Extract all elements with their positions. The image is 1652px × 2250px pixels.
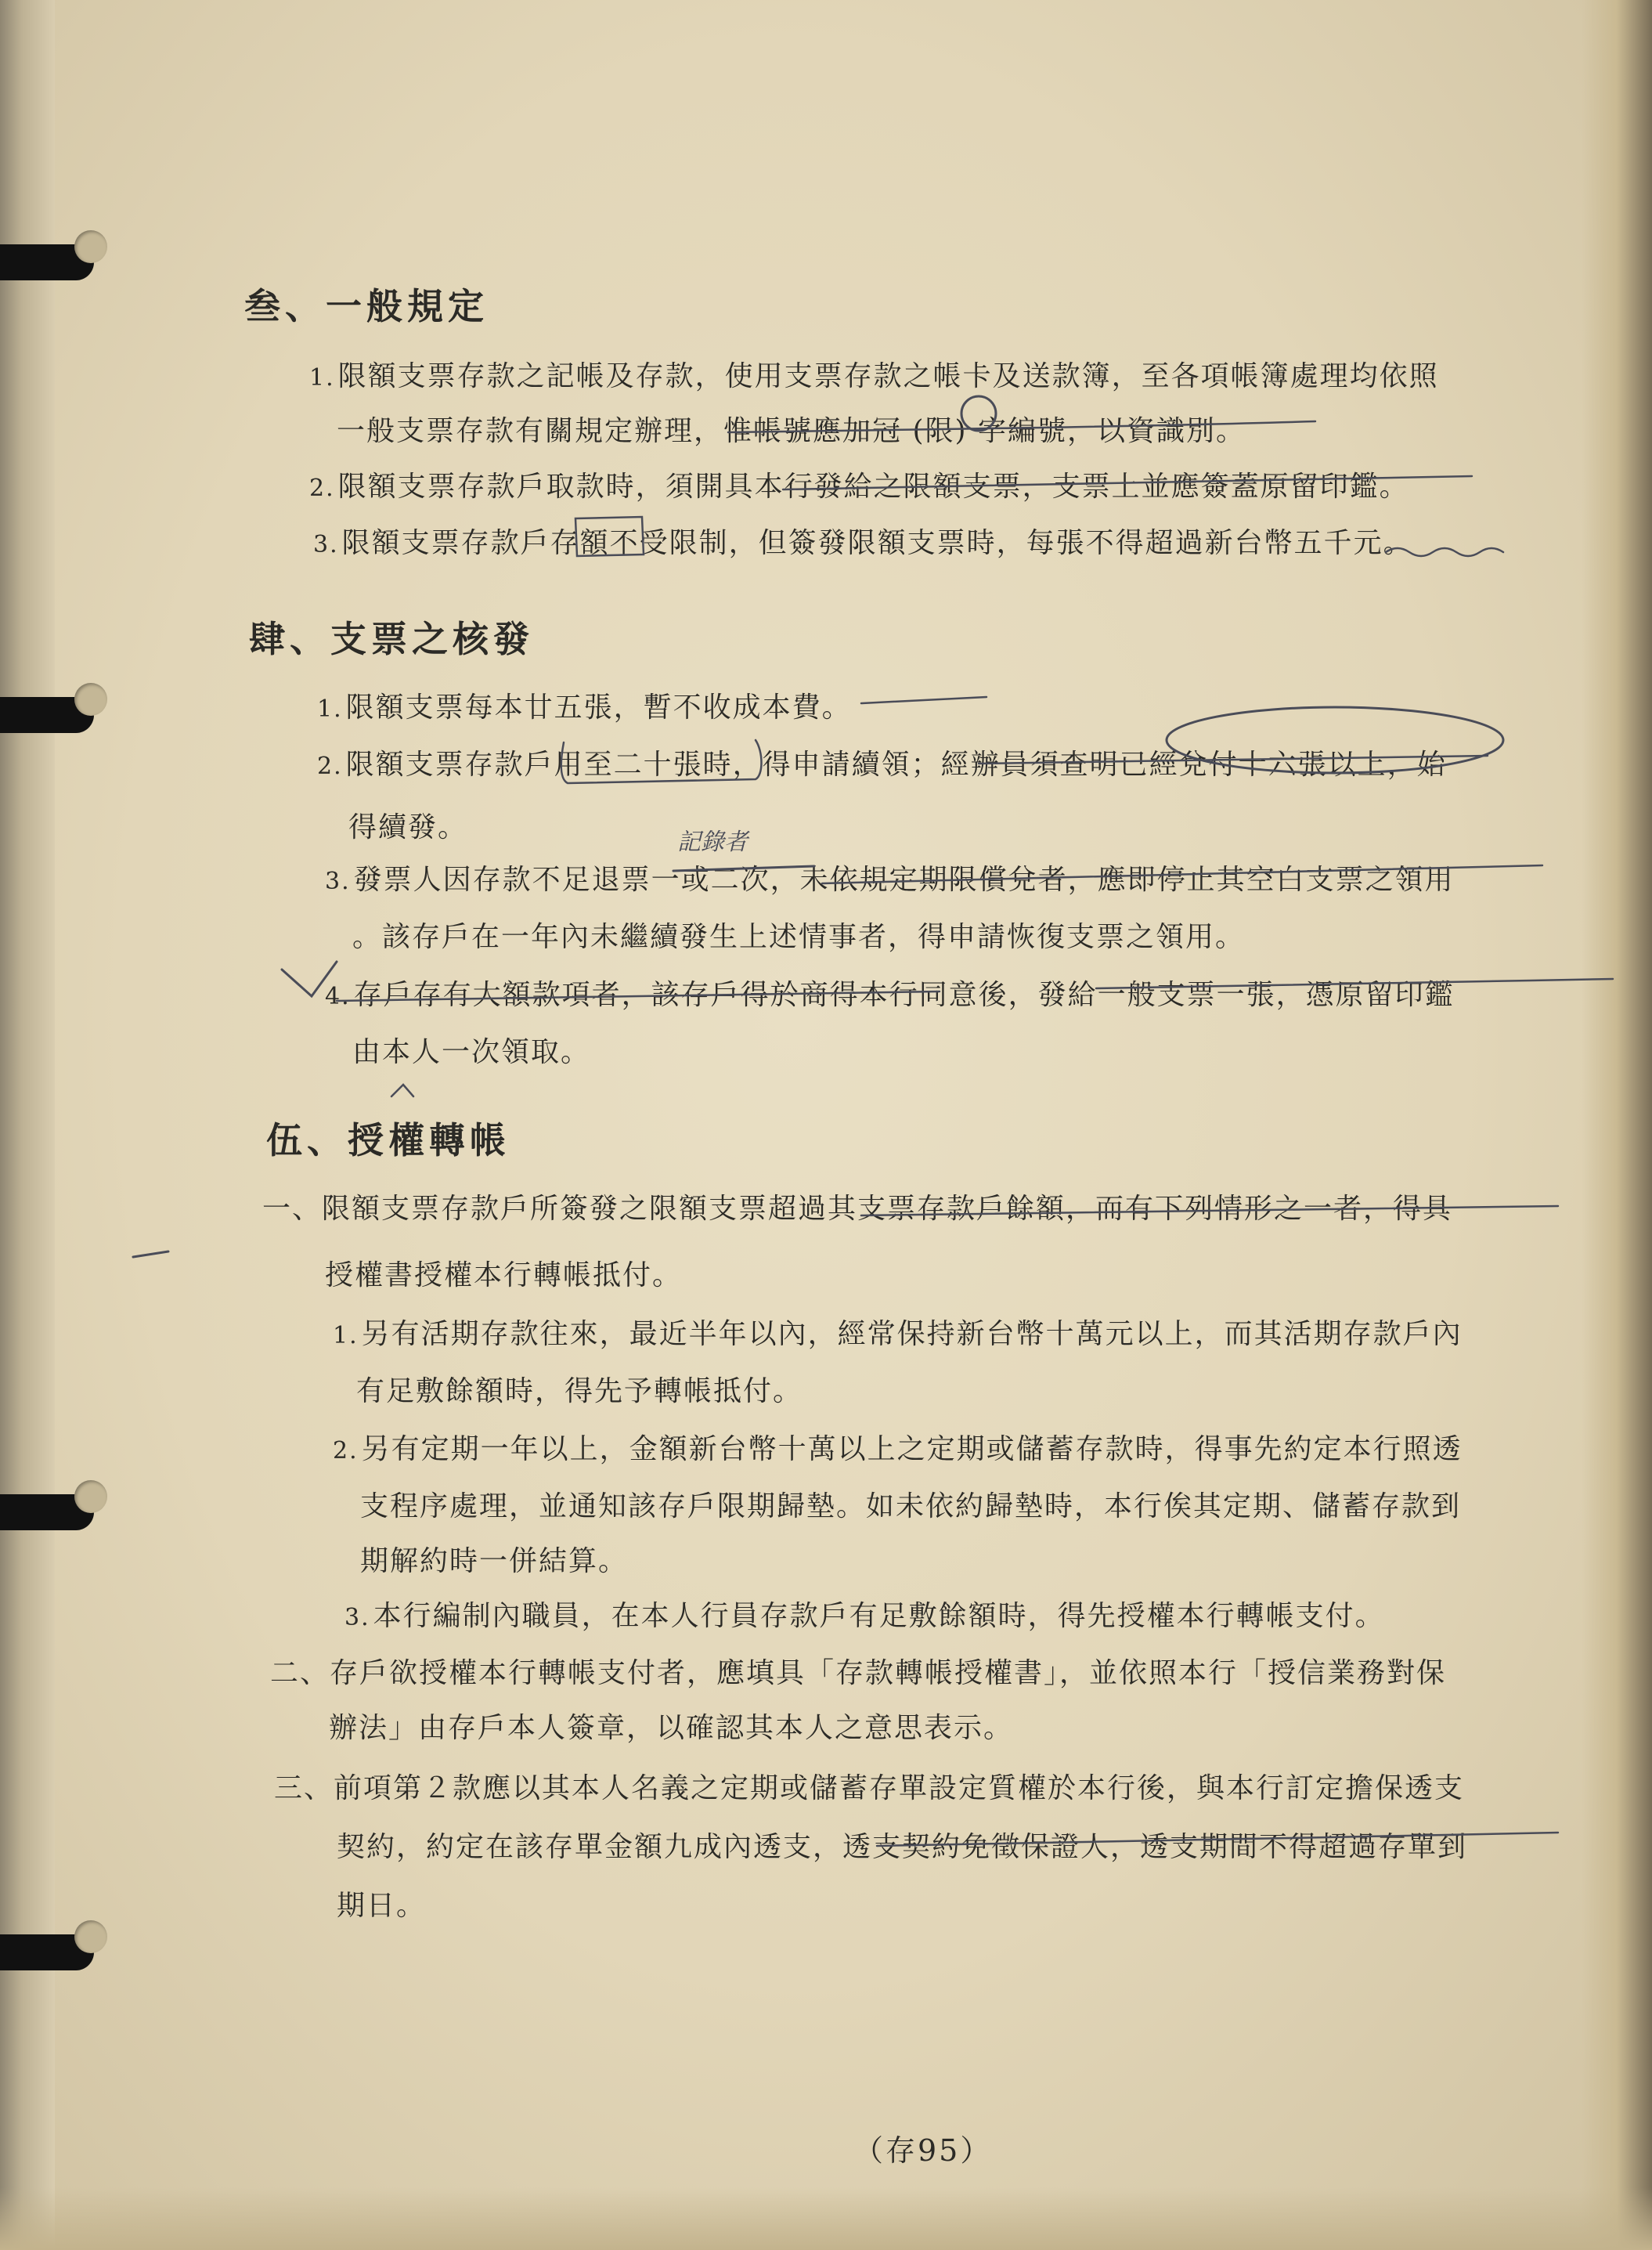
section-4-item-2-cont: 得續發。 xyxy=(348,811,468,843)
item-text: 限額支票存款戶用至二十張時，得申請續領；經辦員須查明已經兌付十六張以上，始 xyxy=(345,749,1447,781)
pencil-underline xyxy=(783,476,1472,489)
section-5-para-3: 三、前項第２款應以其本人名義之定期或儲蓄存單設定質權於本行後，與本行訂定擔保透支 xyxy=(274,1772,1465,1804)
item-number: 1. xyxy=(333,1322,359,1349)
item-text: 本行編制內職員，在本人行員存款戶有足敷餘額時，得先授權本行轉帳支付。 xyxy=(373,1600,1385,1632)
section-4-item-4-cont: 由本人一次領取。 xyxy=(352,1036,591,1068)
section-5-heading: 伍、授權轉帳 xyxy=(266,1119,510,1161)
section-5-para-2: 二、存戶欲授權本行轉帳支付者，應填具「存款轉帳授權書」，並依照本行「授信業務對保 xyxy=(270,1657,1447,1689)
item-number: 2. xyxy=(309,475,335,502)
item-number: 3. xyxy=(344,1604,370,1631)
item-number: 1. xyxy=(309,364,335,392)
item-number: 2. xyxy=(333,1437,359,1464)
section-3-heading: 叁、一般規定 xyxy=(244,285,489,327)
item-text: 限額支票存款戶存額不受限制，但簽發限額支票時，每張不得超過新台幣五千元。 xyxy=(341,527,1413,559)
box-mark xyxy=(575,517,644,556)
section-5-para-2-cont: 辦法」由存戶本人簽章，以確認其本人之意思表示。 xyxy=(329,1712,1014,1744)
item-number: 3. xyxy=(313,531,339,558)
wavy-underline xyxy=(1386,548,1503,556)
section-5-sub-1-cont: 有足敷餘額時，得先予轉帳抵付。 xyxy=(356,1375,803,1407)
pencil-underline xyxy=(822,865,1542,883)
item-number: 2. xyxy=(317,753,343,780)
section-5-sub-2-cont: 支程序處理，並通知該存戶限期歸墊。如未依約歸墊時，本行俟其定期、儲蓄存款到 xyxy=(360,1490,1462,1522)
item-number: 3. xyxy=(325,868,351,895)
item-number: 4. xyxy=(325,983,351,1010)
pencil-underline xyxy=(877,1833,1558,1846)
section-4-item-3-cont: 。該存戶在一年內未繼續發生上述情事者，得申請恢復支票之領用。 xyxy=(352,921,1246,953)
section-5-para-1-cont: 授權書授權本行轉帳抵付。 xyxy=(325,1259,683,1291)
item-text: 限額支票存款戶取款時，須開具本行發給之限額支票，支票上並應簽蓋原留印鑑。 xyxy=(337,471,1409,503)
section-5-para-3-cont: 期日。 xyxy=(337,1890,427,1922)
pencil-underline xyxy=(337,991,940,1001)
pencil-underline xyxy=(861,697,987,703)
check-mark xyxy=(282,962,337,996)
item-text: 另有活期存款往來，最近半年以內，經常保持新台幣十萬元以上，而其活期存款戶內 xyxy=(361,1318,1463,1350)
pencil-underline xyxy=(979,756,1488,764)
pencil-underline xyxy=(861,1206,1558,1215)
circle-mark xyxy=(1167,707,1503,773)
section-3-item-1-cont: 一般支票存款有關規定辦理，惟帳號應加冠 (限) 字編號，以資識別。 xyxy=(337,415,1246,447)
page-number: （存95） xyxy=(853,2133,993,2168)
item-text: 限額支票每本廿五張，暫不收成本費。 xyxy=(345,692,852,724)
pencil-bracket xyxy=(561,740,762,783)
section-5-sub-2-cont: 期解約時一併結算。 xyxy=(360,1545,629,1577)
section-5-para-1: 一、限額支票存款戶所簽發之限額支票超過其支票存款戶餘額，而有下列情形之一者，得具 xyxy=(262,1193,1453,1225)
item-text: 存戶存有大額款項者，該存戶得於商得本行同意後，發給一般支票一張，憑原留印鑑 xyxy=(353,979,1455,1011)
section-5-para-3-cont: 契約，約定在該存單金額九成內透支，透支契約免徵保證人，透支期間不得超過存單到 xyxy=(337,1831,1468,1863)
strike-mark xyxy=(673,866,814,871)
pencil-underline xyxy=(1096,979,1613,988)
pencil-tick xyxy=(391,1085,413,1096)
circle-mark xyxy=(961,396,996,431)
item-text: 發票人因存款不足退票一或二次，未依規定期限償兌者，應即停止其空白支票之領用 xyxy=(353,864,1455,896)
item-number: 1. xyxy=(317,695,343,723)
item-text: 另有定期一年以上，金額新台幣十萬以上之定期或儲蓄存款時，得事先約定本行照透 xyxy=(361,1433,1463,1465)
pencil-tick xyxy=(133,1251,168,1257)
section-4-heading: 肆、支票之核發 xyxy=(249,618,534,660)
pencil-underline xyxy=(728,421,1315,432)
handwritten-note: 記錄者 xyxy=(677,829,748,856)
item-text: 限額支票存款之記帳及存款，使用支票存款之帳卡及送款簿，至各項帳簿處理均依照 xyxy=(337,360,1439,392)
